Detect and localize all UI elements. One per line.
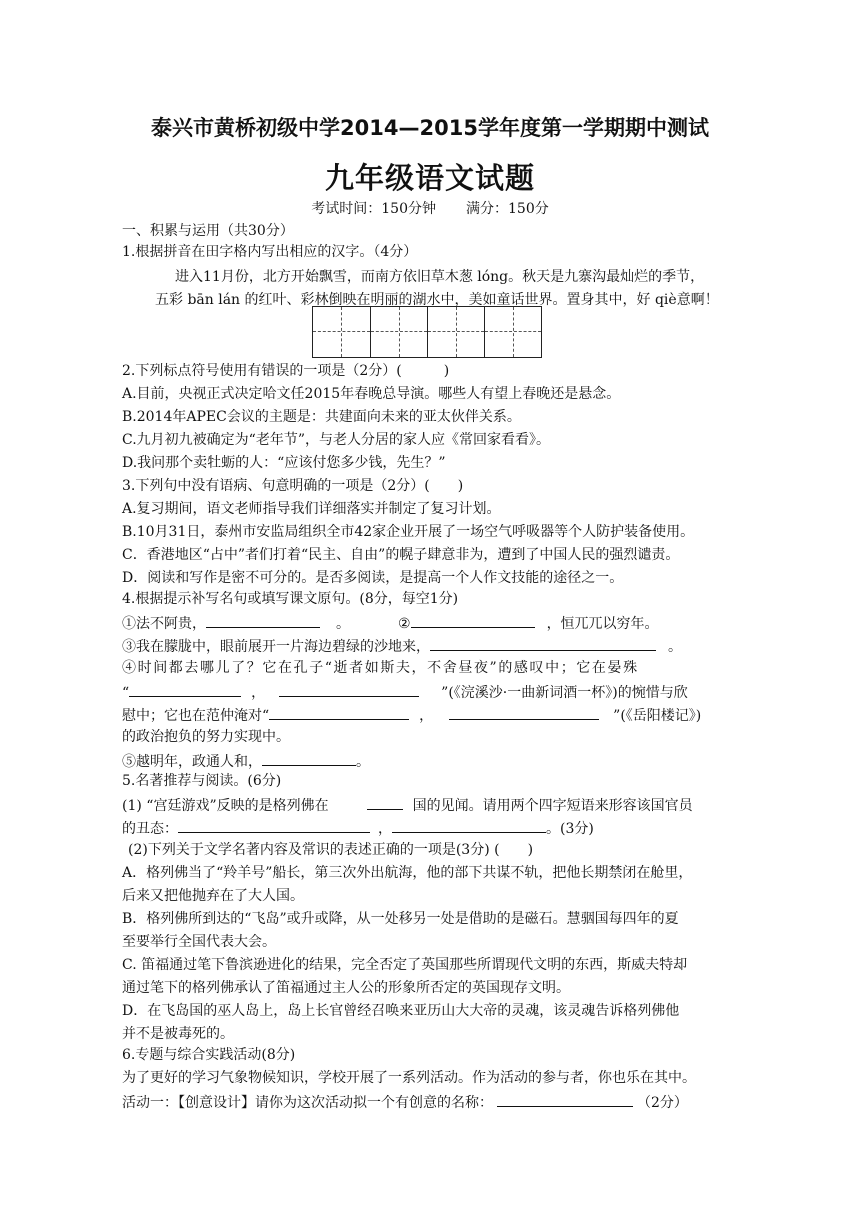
q4-text: ，恒兀兀以穷年。 [546,616,659,632]
q5-option-a-line1: A．格列佛当了“羚羊号”船长，第三次外出航海，他的部下共谋不轨，把他长期禁闭在舱里， [122,865,693,881]
q4-text: ② [398,616,411,632]
q2-option-c: C.九月初九被确定为“老年节”，与老人分居的家人应《常回家看看》。 [122,432,550,448]
q5-option-a-line2: 后来又把他抛弃在了大人国。 [122,888,304,904]
q5-text: (1) “宫廷游戏”反映的是格列佛在 [122,798,329,814]
q5-option-b-line2: 至要举行全国代表大会。 [122,934,276,950]
q4-text: ⑤越明年，政通人和， [122,754,262,770]
tianzige-grid[interactable] [312,306,542,358]
q4-text: 。 [356,754,370,770]
q3-option-a: A.复习期间，语文老师指导我们详细落实并制定了复习计划。 [122,501,501,517]
q5-option-c-line1: C. 笛福通过笔下鲁滨逊进化的结果，完全否定了英国那些所谓现代文明的东西，斯威夫特却 [122,957,688,973]
q6-text: 活动一：【创意设计】请你为这次活动拟一个有创意的名称： [122,1095,493,1111]
q5-option-d-line2: 并不是被毒死的。 [122,1026,234,1042]
q6-stem: 6.专题与综合实践活动(8分) [122,1047,296,1063]
q3-stem: 3.下列句中没有语病、句意明确的一项是（2分）( ) [122,478,464,494]
answer-blank[interactable] [206,613,320,628]
q5-text: 国的见闻。请用两个四字短语来形容该国官员 [412,798,693,814]
q5-text: ， [378,821,392,837]
q4-text: ”(《浣溪沙·一曲新词酒一杯》)的惋惜与欣 [441,685,688,701]
q4-text: ， [419,708,434,724]
q4-text: ④时间都去哪儿了？它在孔子“逝者如斯夫，不舍昼夜”的感叹中；它在晏殊 [122,660,639,676]
q3-option-c: C．香港地区“占中”者们打着“民主、自由”的幌子肆意非为，遭到了中国人民的强烈谴责。 [122,547,680,563]
q2-stem: 2.下列标点符号使用有错误的一项是（2分）( ) [122,363,450,379]
exam-time: 考试时间：150分钟 [311,201,436,217]
q5-part1-line1 [122,795,693,815]
q4-text: 。 [668,639,682,655]
tianzige-cell[interactable] [427,307,484,357]
q5-stem: 5.名著推荐与阅读。(6分) [122,773,282,789]
answer-blank[interactable] [430,636,656,651]
q4-line6: 的政治抱负的努力实现中。 [122,729,290,745]
answer-blank[interactable] [367,795,403,810]
q1-stem: 1.根据拼音在田字格内写出相应的汉字。（4分） [122,244,418,260]
q2-option-a: A.目前，央视正式决定哈文任2015年春晚总导演。哪些人有望上春晚还是悬念。 [122,386,621,402]
q4-text: ”(《岳阳楼记》) [613,708,702,724]
q4-line1 [122,613,659,633]
answer-blank[interactable] [129,682,241,697]
tianzige-cell[interactable] [484,307,541,357]
q1-passage-line1: 进入11月份，北方开始飘雪，而南方依旧草木葱 lóng。秋天是九寨沟最灿烂的季节， [175,269,705,285]
q5-option-c-line2: 通过笔下的格列佛承认了笛福通过主人公的形象所否定的英国现存文明。 [122,980,570,996]
q4-line7 [122,751,370,771]
answer-blank[interactable] [497,1092,633,1107]
q5-part2-stem: (2)下列关于文学名著内容及常识的表述正确的一项是(3分) ( ) [128,842,534,858]
answer-blank[interactable] [279,682,419,697]
q5-option-b-line1: B．格列佛所到达的“飞岛”或升或降，从一处移另一处是借助的是磁石。慧骃国每四年的夏 [122,911,679,927]
section-heading: 一、积累与运用（共30分） [122,223,294,239]
q5-text: 的丑态： [122,821,178,837]
q5-option-d-line1: D．在飞岛国的巫人岛上，岛上长官曾经召唤来亚历山大大帝的灵魂，该灵魂告诉格列佛他 [122,1003,680,1019]
q5-text: 。(3分) [546,821,594,837]
q4-text: ③我在朦胧中，眼前展开一片海边碧绿的沙地来， [122,639,430,655]
q4-stem: 4.根据提示补写名句或填写课文原句。(8分，每空1分) [122,591,459,607]
q4-text: ， [251,685,266,701]
answer-blank[interactable] [262,751,356,766]
tianzige-cell[interactable] [370,307,427,357]
answer-blank[interactable] [449,705,599,720]
q4-line2 [122,636,682,656]
q6-activity1 [122,1092,688,1112]
q6-text: （2分） [637,1095,688,1111]
answer-blank[interactable] [269,705,409,720]
q2-option-b: B.2014年APEC会议的主题是：共建面向未来的亚太伙伴关系。 [122,409,521,425]
q4-line3 [122,659,728,677]
q4-text: 。 [336,616,350,632]
tianzige-cell[interactable] [313,307,370,357]
q4-text: “ [122,685,130,701]
q4-line5 [122,705,701,725]
school-line: 泰兴市黄桥初级中学2014—2015学年度第一学期期中测试 [151,116,709,140]
q4-text: ①法不阿贵， [122,616,206,632]
q3-option-b: B.10月31日，泰州市安监局组织全市42家企业开展了一场空气呼吸器等个人防护装备使用。 [122,524,695,540]
q5-part1-line2 [122,818,594,838]
q1-passage-line2: 五彩 bān lán 的红叶、彩林倒映在明丽的湖水中，美如童话世界。置身其中，好 qiè意啊！ [155,292,719,308]
q4-text: 慰中；它也在范仲淹对“ [122,708,270,724]
q2-option-d: D.我问那个卖牡蛎的人：“应该付您多少钱，先生？” [122,455,446,471]
q4-line4 [122,682,688,702]
paper-title: 九年级语文试题 [324,161,535,195]
full-score: 满分：150分 [466,201,549,217]
q6-intro: 为了更好的学习气象物候知识，学校开展了一系列活动。作为活动的参与者，你也乐在其中。 [122,1070,696,1086]
answer-blank[interactable] [392,818,546,833]
q3-option-d: D．阅读和写作是密不可分的。是否多阅读，是提高一个人作文技能的途径之一。 [122,570,624,586]
answer-blank[interactable] [178,818,370,833]
answer-blank[interactable] [411,613,535,628]
exam-meta [0,198,860,218]
